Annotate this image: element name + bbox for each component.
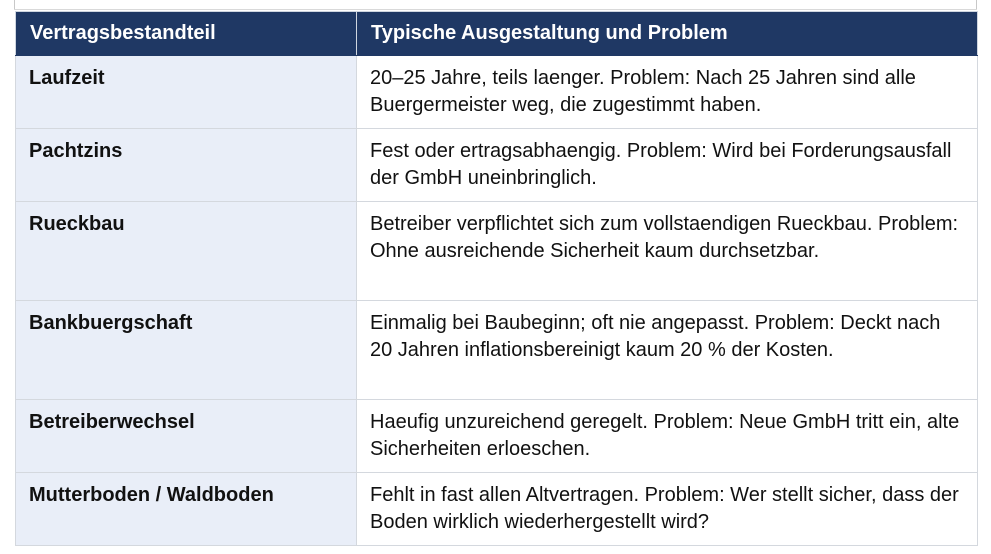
table-row — [16, 129, 978, 202]
row-component-cell: Bankbuergschaft — [16, 301, 357, 400]
table-row — [16, 301, 978, 400]
row-detail-cell: Betreiber verpflichtet sich zum vollstaendigen Rueckbau. Problem: Ohne ausreichende Sicherheit kaum durchsetzbar. — [357, 202, 978, 301]
row-detail-cell: Einmalig bei Baubeginn; oft nie angepasst. Problem: Deckt nach 20 Jahren inflationsbereinigt kaum 20 % der Kosten. — [357, 301, 978, 400]
row-component-cell: Mutterboden / Waldboden — [16, 473, 357, 546]
column-header-detail: Typische Ausgestaltung und Problem — [357, 12, 978, 56]
row-component-cell: Pachtzins — [16, 129, 357, 202]
row-detail-cell: 20–25 Jahre, teils laenger. Problem: Nach 25 Jahren sind alle Buergermeister weg, die zugestimmt haben. — [357, 56, 978, 129]
table-row — [16, 202, 978, 301]
column-header-component: Vertragsbestandteil — [16, 12, 357, 56]
row-detail-cell: Fest oder ertragsabhaengig. Problem: Wird bei Forderungsausfall der GmbH uneinbringlich. — [357, 129, 978, 202]
table-header-row — [16, 12, 978, 56]
table-row — [16, 473, 978, 546]
table-row — [16, 400, 978, 473]
row-component-cell: Rueckbau — [16, 202, 357, 301]
contract-components-table — [15, 11, 978, 546]
row-component-cell: Betreiberwechsel — [16, 400, 357, 473]
page-top-line — [14, 9, 977, 10]
row-component-cell: Laufzeit — [16, 56, 357, 129]
row-detail-cell: Fehlt in fast allen Altvertragen. Problem: Wer stellt sicher, dass der Boden wirklich wiederhergestellt wird? — [357, 473, 978, 546]
table-row — [16, 56, 978, 129]
row-detail-cell: Haeufig unzureichend geregelt. Problem: Neue GmbH tritt ein, alte Sicherheiten erloeschen. — [357, 400, 978, 473]
